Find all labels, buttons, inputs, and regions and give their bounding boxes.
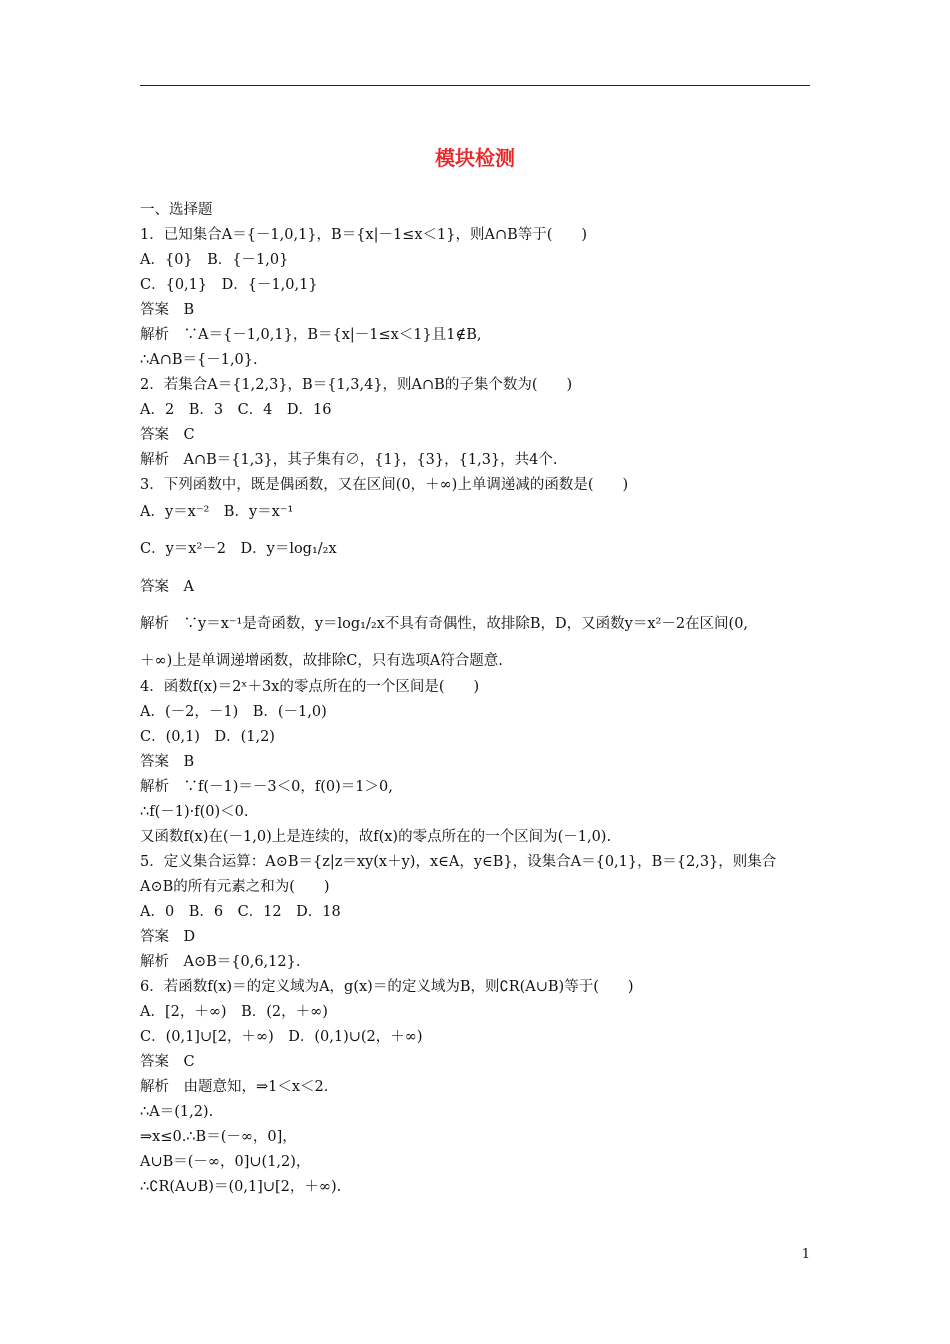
question-1-analysis: 解析 ∵A＝{－1,0,1}，B＝{x|－1≤x＜1}且1∉B, — [140, 327, 482, 343]
question-3-options-ab: A．y＝x⁻² B．y＝x⁻¹ — [140, 504, 294, 520]
question-4-options-cd: C．(0,1) D．(1,2) — [140, 729, 275, 745]
question-4-answer: 答案 B — [140, 754, 195, 770]
question-5-answer: 答案 D — [140, 929, 196, 945]
question-3-analysis: 解析 ∵y＝x⁻¹是奇函数，y＝log₁/₂x不具有奇偶性，故排除B，D，又函数y＝x²－2在区间(0, — [140, 616, 749, 632]
question-6-analysis-cont-4: ∴∁R(A∪B)＝(0,1]∪[2，＋∞). — [140, 1179, 342, 1195]
question-6-options-cd: C．(0,1]∪[2，＋∞) D．(0,1)∪(2，＋∞) — [140, 1029, 423, 1045]
question-6-analysis: 解析 由题意知，⇒1＜x＜2. — [140, 1079, 329, 1095]
question-3: 3．下列函数中，既是偶函数，又在区间(0，＋∞)上单调递减的函数是( ) — [140, 477, 629, 493]
question-4-analysis-cont-2: 又函数f(x)在(－1,0)上是连续的，故f(x)的零点所在的一个区间为(－1,0). — [140, 829, 612, 845]
question-6-analysis-cont-3: A∪B＝(－∞，0]∪(1,2)， — [140, 1154, 311, 1170]
question-2-options: A．2 B．3 C．4 D．16 — [140, 402, 332, 418]
question-1: 1．已知集合A＝{－1,0,1}，B＝{x|－1≤x＜1}，则A∩B等于( ) — [140, 227, 588, 243]
question-4-options-ab: A．(－2，－1) B．(－1,0) — [140, 704, 327, 720]
question-2: 2．若集合A＝{1,2,3}，B＝{1,3,4}，则A∩B的子集个数为( ) — [140, 377, 573, 393]
question-3-answer: 答案 A — [140, 579, 194, 595]
question-5: 5．定义集合运算：A⊙B＝{z|z＝xy(x＋y)，x∈A，y∈B}，设集合A＝{0,1}，B＝{2,3}，则集合 — [140, 854, 777, 870]
question-1-options-cd: C．{0,1} D．{－1,0,1} — [140, 277, 318, 293]
document-title: 模块检测 — [435, 146, 515, 170]
question-6: 6．若函数f(x)＝的定义域为A，g(x)＝的定义域为B，则∁R(A∪B)等于( ) — [140, 979, 634, 995]
header-rule — [140, 85, 810, 86]
question-6-analysis-cont-2: ⇒x≤0.∴B＝(－∞，0]， — [140, 1129, 297, 1145]
question-5-options: A．0 B．6 C．12 D．18 — [140, 904, 341, 920]
question-2-analysis: 解析 A∩B＝{1,3}，其子集有∅，{1}，{3}，{1,3}，共4个. — [140, 452, 558, 468]
page-number: 1 — [801, 1247, 810, 1262]
question-3-options-cd: C．y＝x²－2 D．y＝log₁/₂x — [140, 541, 337, 557]
question-6-options-ab: A．[2，＋∞) B．(2，＋∞) — [140, 1004, 328, 1020]
question-1-options-ab: A．{0} B．{－1,0} — [140, 252, 289, 268]
question-4: 4．函数f(x)＝2ˣ＋3x的零点所在的一个区间是( ) — [140, 679, 480, 695]
question-1-answer: 答案 B — [140, 302, 195, 318]
question-4-analysis: 解析 ∵f(－1)＝－3＜0，f(0)＝1＞0, — [140, 779, 393, 795]
question-1-analysis-cont: ∴A∩B＝{－1,0}. — [140, 352, 258, 368]
question-5-cont: A⊙B的所有元素之和为( ) — [140, 879, 330, 895]
question-4-analysis-cont: ∴f(－1)·f(0)＜0. — [140, 804, 249, 820]
question-6-answer: 答案 C — [140, 1054, 195, 1070]
question-6-analysis-cont: ∴A＝(1,2). — [140, 1104, 214, 1120]
question-5-analysis: 解析 A⊙B＝{0,6,12}. — [140, 954, 301, 970]
section-heading: 一、选择题 — [140, 202, 213, 218]
question-3-analysis-cont: ＋∞)上是单调递增函数，故排除C，只有选项A符合题意. — [140, 653, 503, 669]
question-2-answer: 答案 C — [140, 427, 195, 443]
